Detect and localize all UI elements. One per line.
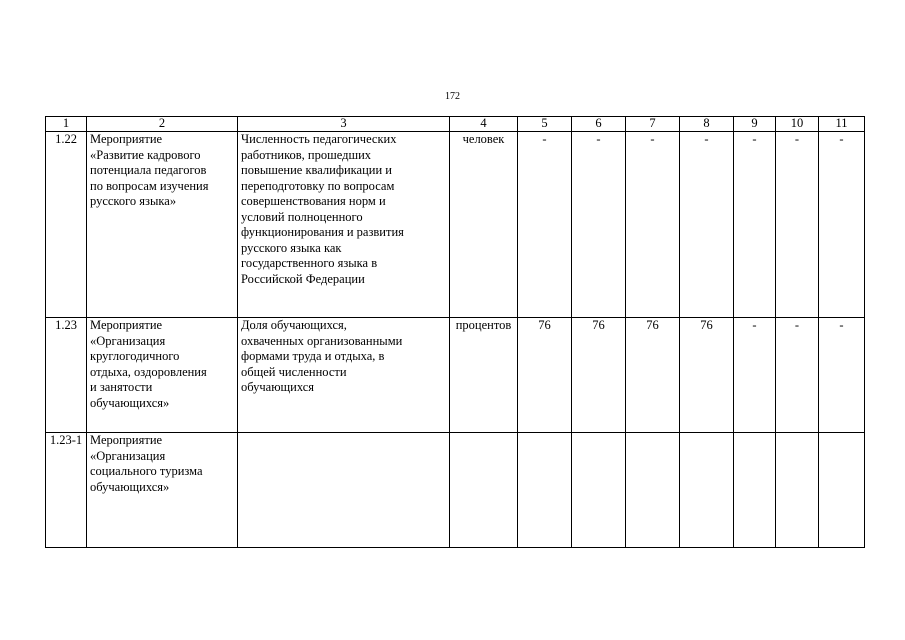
value-cell — [819, 433, 865, 548]
value-cell: - — [734, 318, 776, 433]
column-header: 1 — [46, 117, 87, 132]
value-cell: 76 — [626, 318, 680, 433]
indicators-table — [45, 116, 865, 548]
value-cell: - — [680, 132, 734, 318]
table-header-row — [46, 117, 865, 132]
column-header: 11 — [819, 117, 865, 132]
value-cell: - — [734, 132, 776, 318]
value-cell: - — [572, 132, 626, 318]
value-cell: - — [819, 132, 865, 318]
value-cell: - — [819, 318, 865, 433]
page-number: 172 — [445, 91, 460, 102]
value-cell — [680, 433, 734, 548]
column-header: 10 — [776, 117, 819, 132]
column-header: 8 — [680, 117, 734, 132]
table-row — [46, 433, 865, 548]
value-cell: 76 — [518, 318, 572, 433]
table-row — [46, 132, 865, 318]
column-header: 3 — [238, 117, 450, 132]
value-cell: - — [626, 132, 680, 318]
value-cell — [626, 433, 680, 548]
event-cell: Мероприятие «Развитие кадрового потенциала педагогов по вопросам изучения русского языка» — [87, 132, 238, 318]
value-cell: 76 — [680, 318, 734, 433]
row-id: 1.23 — [46, 318, 87, 433]
indicator-cell: Доля обучающихся, охваченных организованными формами труда и отдыха, в общей численности обучающихся — [238, 318, 450, 433]
value-cell: 76 — [572, 318, 626, 433]
unit-cell: человек — [450, 132, 518, 318]
column-header: 2 — [87, 117, 238, 132]
indicator-cell — [238, 433, 450, 548]
value-cell: - — [518, 132, 572, 318]
value-cell: - — [776, 132, 819, 318]
table-row — [46, 318, 865, 433]
unit-cell: процентов — [450, 318, 518, 433]
column-header: 4 — [450, 117, 518, 132]
indicator-cell: Численность педагогических работников, прошедших повышение квалификации и переподготовку по вопросам совершенствования норм и условий полноценного функционирования и развития русского языка как государственного языка в Российской Федерации — [238, 132, 450, 318]
value-cell: - — [776, 318, 819, 433]
column-header: 6 — [572, 117, 626, 132]
event-cell: Мероприятие «Организация социального туризма обучающихся» — [87, 433, 238, 548]
value-cell — [572, 433, 626, 548]
column-header: 9 — [734, 117, 776, 132]
column-header: 5 — [518, 117, 572, 132]
value-cell — [518, 433, 572, 548]
row-id: 1.23-1 — [46, 433, 87, 548]
row-id: 1.22 — [46, 132, 87, 318]
event-cell: Мероприятие «Организация круглогодичного отдыха, оздоровления и занятости обучающихся» — [87, 318, 238, 433]
value-cell — [776, 433, 819, 548]
column-header: 7 — [626, 117, 680, 132]
unit-cell — [450, 433, 518, 548]
value-cell — [734, 433, 776, 548]
